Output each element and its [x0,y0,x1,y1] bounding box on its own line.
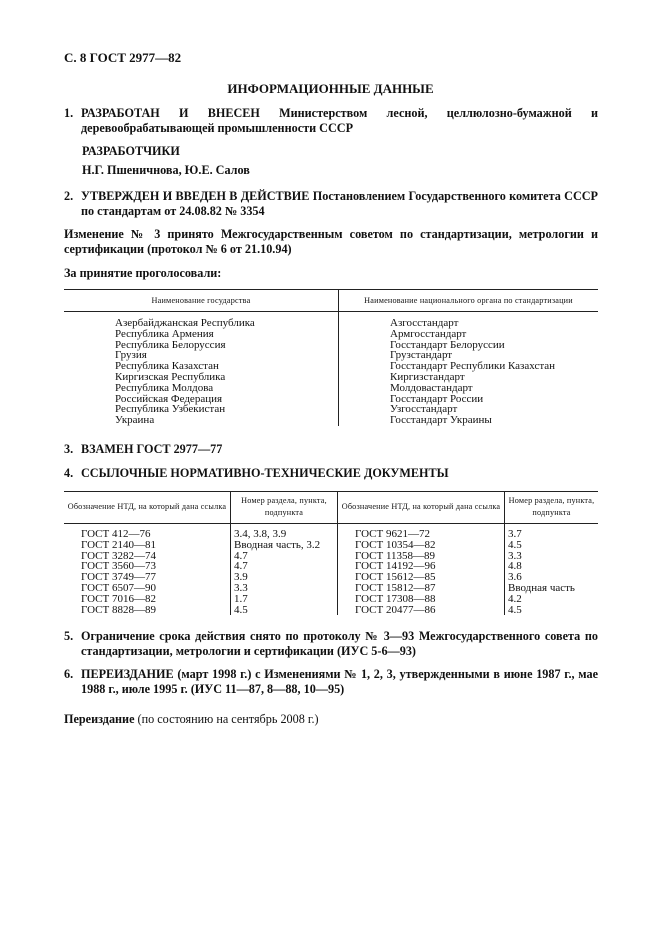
table-row: Республика Казахстан Госстандарт Республики Казахстан [64,361,598,372]
section-number: 4. [64,466,74,480]
section-4 [64,466,598,481]
section-number: 1. [64,106,74,120]
table-row: Азербайджанская Республика Азгосстандарт [64,312,598,329]
column-header-ntd: Обозначение НТД, на который дана ссылка [64,492,231,524]
section-5 [64,629,598,659]
table-row: ГОСТ 2140—81 Вводная часть, 3.2 ГОСТ 10354—82 4.5 [64,540,598,551]
section-text: ССЫЛОЧНЫЕ НОРМАТИВНО-ТЕХНИЧЕСКИЕ ДОКУМЕНТЫ [81,466,449,480]
section-number: 5. [64,629,74,643]
column-header-section: Номер раздела, пункта, подпункта [231,492,338,524]
reference-table-header [64,492,598,524]
table-row: ГОСТ 6507—90 3.3 ГОСТ 15812—87 Вводная часть [64,583,598,594]
table-row: Республика Молдова Молдовастандарт [64,383,598,394]
table-row: Российская Федерация Госстандарт России [64,394,598,405]
reissue-note [64,712,319,727]
table-row: Республика Узбекистан Узгосстандарт [64,404,598,415]
column-header-section-2: Номер раздела, пункта, подпункта [505,492,599,524]
vote-table-header [64,290,598,312]
amendment-text: Изменение № 3 принято Межгосударственным советом по стандартизации, метрологии и сертификации (протокол № 6 от 21.10.94) [64,227,598,256]
column-header-body: Наименование национального органа по стандартизации [339,290,599,312]
table-row: ГОСТ 3749—77 3.9 ГОСТ 15612—85 3.6 [64,572,598,583]
vote-table [64,289,598,426]
section-number: 6. [64,667,74,681]
column-header-ntd-2: Обозначение НТД, на который дана ссылка [338,492,505,524]
section-1 [64,106,598,136]
table-row: ГОСТ 3560—73 4.7 ГОСТ 14192—96 4.8 [64,561,598,572]
table-row: Республика Белоруссия Госстандарт Белоруссии [64,340,598,351]
vote-label: За принятие проголосовали: [64,266,222,280]
table-row: Киргизская Республика Киргизстандарт [64,372,598,383]
table-row: ГОСТ 7016—82 1.7 ГОСТ 17308—88 4.2 [64,594,598,605]
section-number: 3. [64,442,74,456]
section-text: ВЗАМЕН ГОСТ 2977—77 [81,442,223,456]
section-2 [64,189,598,219]
reissue-label: Переиздание [64,712,135,726]
table-row: ГОСТ 412—76 3.4, 3.8, 3.9 ГОСТ 9621—72 3.7 [64,524,598,540]
section-text: Ограничение срока действия снято по протоколу № 3—93 Межгосударственного совета по стандартизации, метрологии и сертификации (ИУС 5-6—93) [81,629,598,658]
reissue-text: (по состоянию на сентябрь 2008 г.) [137,712,319,726]
table-row: Республика Армения Армгосстандарт [64,329,598,340]
section-number: 2. [64,189,74,203]
amendment-note [64,227,598,257]
column-header-state: Наименование государства [64,290,339,312]
section-text: ПЕРЕИЗДАНИЕ (март 1998 г.) с Изменениями № 1, 2, 3, утвержденными в июне 1987 г., мае 1988 г., июле 1995 г. (ИУС 11—87, 8—88, 10—95) [81,667,598,696]
page-title: ИНФОРМАЦИОННЫЕ ДАННЫЕ [227,81,434,96]
section-text: УТВЕРЖДЕН И ВВЕДЕН В ДЕЙСТВИЕ Постановлением Государственного комитета СССР по стандартам от 24.08.82 № 3354 [81,189,598,218]
section-3 [64,442,598,457]
section-text: РАЗРАБОТАН И ВНЕСЕН Министерством лесной, целлюлозно-бумажной и деревообрабатывающей промышленности СССР [81,106,598,135]
table-row: ГОСТ 3282—74 4.7 ГОСТ 11358—89 3.3 [64,551,598,562]
developers-label: РАЗРАБОТЧИКИ [82,144,180,158]
reference-table [64,491,598,615]
table-row: Украина Госстандарт Украины [64,415,598,426]
table-row: Грузия Грузстандарт [64,350,598,361]
developers-names: Н.Г. Пшеничнова, Ю.Е. Салов [82,163,250,177]
table-row: ГОСТ 8828—89 4.5 ГОСТ 20477—86 4.5 [64,605,598,616]
page-header: С. 8 ГОСТ 2977—82 [64,50,182,65]
section-6 [64,667,598,697]
